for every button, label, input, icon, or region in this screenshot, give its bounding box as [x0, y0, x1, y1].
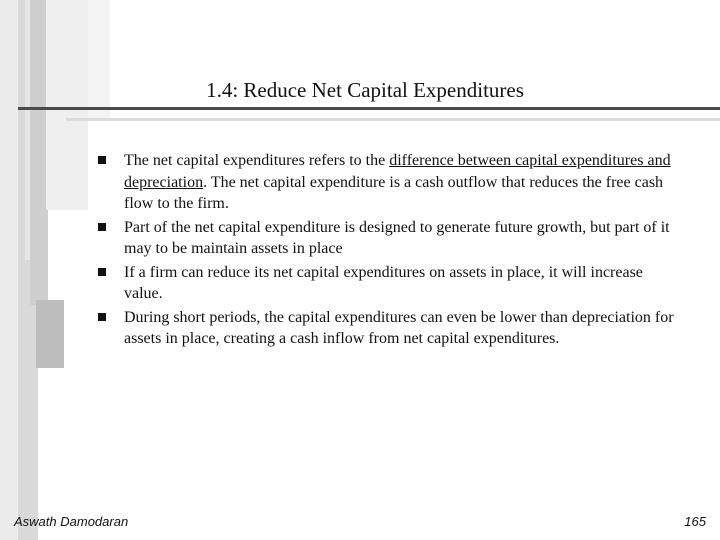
bullet-text-pre: The net capital expenditures refers to the — [124, 152, 390, 169]
page-number: 165 — [684, 514, 706, 529]
bullet-text-underlined: difference between capital expenditures and depreciation — [124, 152, 671, 191]
footer-author: Aswath Damodaran — [14, 514, 129, 529]
bullet-text: If a firm can reduce its net capital expenditures on assets in place, it will increase value. — [124, 263, 643, 302]
bullet-item — [98, 262, 680, 305]
square-bullet-icon — [98, 313, 106, 321]
bullet-list — [98, 150, 680, 352]
bullet-item — [98, 217, 680, 260]
bullet-text: During short periods, the capital expenditures can even be lower than depreciation for assets in place, creating a cash inflow from net capital expenditures. — [124, 308, 674, 347]
bullet-text: Part of the net capital expenditure is designed to generate future growth, but part of it may to be maintain assets in place — [124, 218, 670, 257]
decor-bar-5 — [36, 300, 64, 368]
bullet-text-post: . The net capital expenditure is a cash outflow that reduces the free cash flow to the firm. — [124, 173, 664, 212]
square-bullet-icon — [98, 223, 106, 231]
title-rule-light — [66, 118, 720, 121]
bullet-item — [98, 150, 680, 215]
bullet-item — [98, 307, 680, 350]
title-rule — [18, 107, 720, 110]
slide-title: 1.4: Reduce Net Capital Expenditures — [206, 78, 524, 102]
square-bullet-icon — [98, 156, 106, 164]
decor-bar-6 — [46, 0, 88, 210]
square-bullet-icon — [98, 268, 106, 276]
